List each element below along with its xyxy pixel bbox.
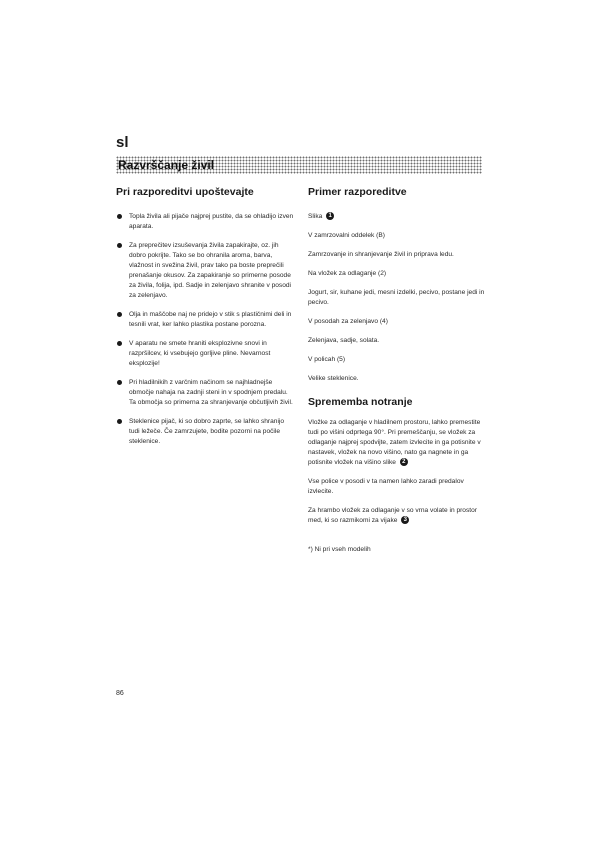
bullet-text: Topla živila ali pijače najprej pustite, da se ohladijo izven aparata. [129, 213, 294, 230]
banner-title: Razvrščanje živil [118, 158, 215, 172]
page-number: 86 [116, 690, 124, 697]
bullet-list [116, 212, 294, 447]
bullet-icon [117, 312, 122, 317]
bullet-item [116, 241, 294, 301]
change-paragraph [308, 418, 486, 468]
item-title: V zamrzovalni oddelek (B) [308, 232, 385, 239]
right-heading: Primer razporeditve [308, 186, 407, 198]
change-heading: Sprememba notranje [308, 396, 413, 408]
bullet-text: Pri hladilnikih z varčnim načinom se najhladnejše območje nahaja na zadnji steni in v spodnjem predalu. Ta območja so primerna za shranjevanje občutljivih živil. [129, 379, 293, 406]
change-text: Za hrambo vložek za odlaganje v so vrna volate in prostor med, ki so razmikomi za vijake [308, 507, 477, 524]
item-desc: Zamrzovanje in shranjevanje živil in priprava ledu. [308, 251, 454, 258]
figure-number-icon: 3 [401, 516, 409, 524]
item-title: Na vložek za odlaganje (2) [308, 270, 387, 277]
bullet-icon [117, 214, 122, 219]
figure-label: Slika [308, 213, 323, 220]
right-column [308, 186, 486, 535]
bullet-item [116, 417, 294, 447]
left-column [116, 186, 294, 456]
footnote: *) Ni pri vseh modelih [308, 546, 371, 553]
bullet-text: Steklenice pijač, ki so dobro zaprte, se lahko shranijo tudi ležeče. Če zamrzujete, bodite pozorni na počile steklenice. [129, 418, 285, 445]
item-desc: Velike steklenice. [308, 375, 359, 382]
bullet-icon [117, 419, 122, 424]
bullet-item [116, 310, 294, 330]
bullet-text: Za preprečitev izsuševanja živila zapakirajte, oz. jih dobro pokrijte. Tako se bo ohranila aroma, barva, vlažnost in svežina živil, prav tako pa boste preprečili prenašanje okusov. Za zapakiranje so primerne posode za živila, folija, ipd. Sadje in zelenjavo shranite v posodi za zelenjavo. [129, 242, 292, 299]
language-code: sl [116, 134, 129, 151]
bullet-item [116, 378, 294, 408]
item-title: V policah (5) [308, 356, 346, 363]
figure-number-icon: 2 [400, 458, 408, 466]
left-heading: Pri razporeditvi upoštevajte [116, 186, 254, 198]
change-text: Vse police v posodi v ta namen lahko zaradi predalov izvlecite. [308, 478, 464, 495]
bullet-icon [117, 341, 122, 346]
figure-number-icon: 1 [326, 212, 334, 220]
section-banner [116, 156, 482, 174]
bullet-icon [117, 243, 122, 248]
item-desc: Jogurt, sir, kuhane jedi, mesni izdelki, pecivo, postane jedi in pecivo. [308, 289, 485, 306]
change-text: Vložke za odlaganje v hladilnem prostoru, lahko premestite tudi po višini odprtega 90°. Pri premeščanju, se vložek za odlaganje najprej spodvijte, zatem izvlecite in ga potisnite v nastavek, vložek na novo višino, nato ga nagnete in ga potisnite vložek na višino slike [308, 419, 481, 466]
bullet-item [116, 212, 294, 232]
figure-reference [308, 212, 486, 222]
item-desc: Zelenjava, sadje, solata. [308, 337, 380, 344]
change-paragraph [308, 477, 486, 497]
bullet-item [116, 339, 294, 369]
bullet-text: V aparatu ne smete hraniti eksplozivne snovi in razpršilcev, ki vsebujejo gorljive pline. Nevarnost eksplozije! [129, 340, 271, 367]
item-title: V posodah za zelenjavo (4) [308, 318, 388, 325]
change-paragraph [308, 506, 486, 526]
bullet-icon [117, 380, 122, 385]
bullet-text: Olja in maščobe naj ne pridejo v stik s plastičnimi deli in tesnili vrat, ker lahko plastika postane porozna. [129, 311, 292, 328]
